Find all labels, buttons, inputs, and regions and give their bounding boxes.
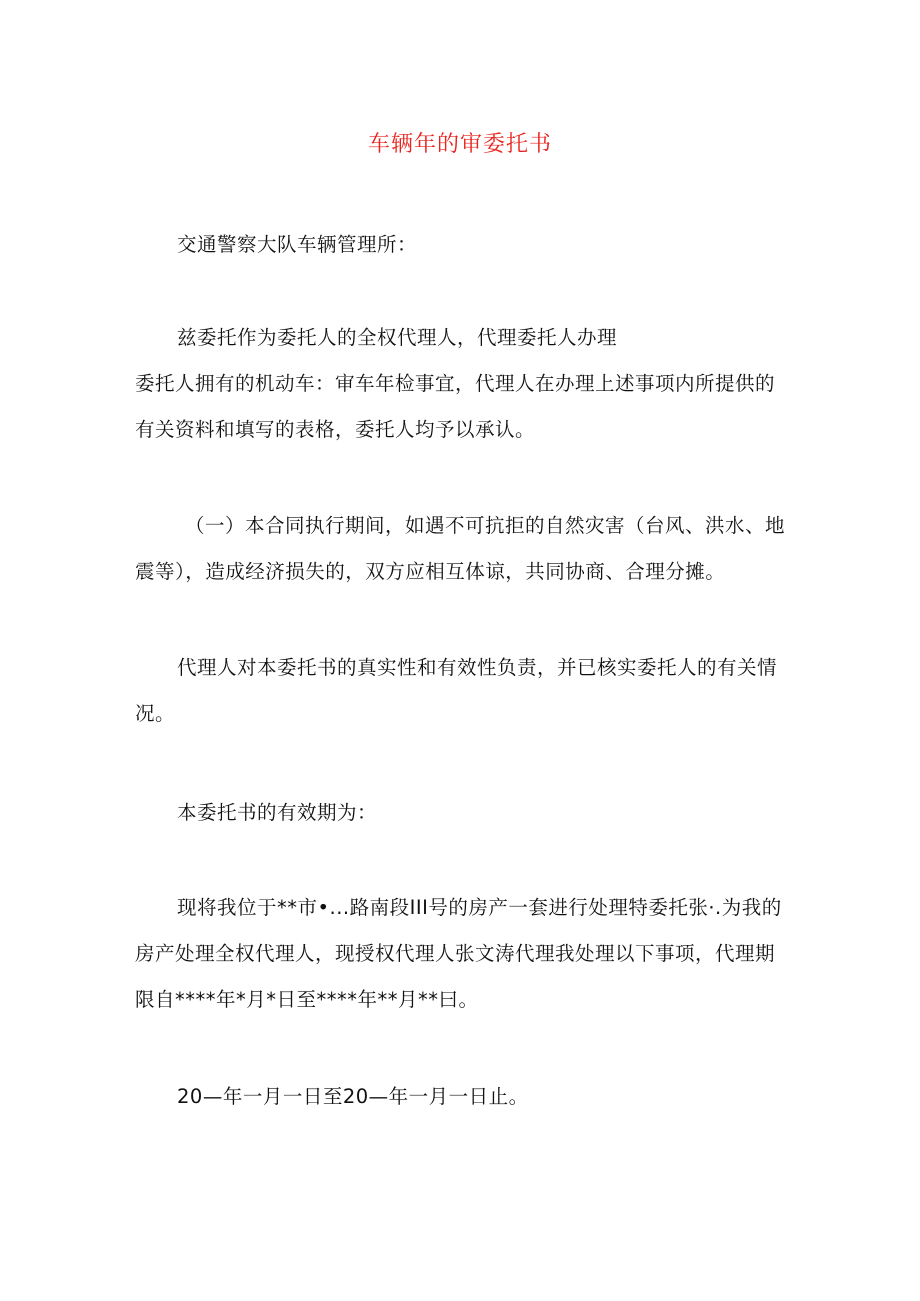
period-paragraph bbox=[135, 1074, 795, 1120]
entrust-line-1: 兹委托作为委托人的全权代理人，代理委托人办理 bbox=[177, 326, 618, 349]
period-line: 20—年一月一日至20—年一月一日止。 bbox=[177, 1085, 529, 1108]
responsibility-line-1: 代理人对本委托书的真实性和有效性负责，并已核实委托人的有关情 bbox=[177, 656, 778, 679]
addressee-paragraph bbox=[135, 222, 795, 268]
responsibility-line-2: 况。 bbox=[135, 702, 176, 725]
entrust-paragraph bbox=[135, 315, 795, 453]
property-line-2: 房产处理全权代理人，现授权代理人张文涛代理我处理以下事项，代理期 bbox=[135, 942, 776, 965]
entrust-line-3: 有关资料和填写的表格，委托人均予以承认。 bbox=[135, 418, 536, 441]
property-line-3: 限自****年*月*日至****年**月**曰。 bbox=[135, 988, 479, 1011]
force-majeure-line-2: 震等），造成经济损失的，双方应相互体谅，共同协商、合理分摊。 bbox=[135, 560, 726, 583]
property-paragraph bbox=[135, 885, 795, 1023]
force-majeure-line-1: （一）本合同执行期间，如遇不可抗拒的自然灾害（台风、洪水、地 bbox=[185, 514, 786, 537]
responsibility-paragraph bbox=[135, 645, 795, 737]
validity-heading-line: 本委托书的有效期为： bbox=[177, 801, 378, 824]
force-majeure-paragraph bbox=[135, 503, 795, 595]
document-title: 车辆年的审委托书 bbox=[367, 132, 552, 157]
property-line-1: 现将我位于**市•...路南段III号的房产一套进行处理特委托张·.为我的 bbox=[177, 896, 782, 919]
entrust-line-2: 委托人拥有的机动车：审车年检事宜，代理人在办理上述事项内所提供的 bbox=[135, 372, 776, 395]
addressee-line: 交通警察大队车辆管理所： bbox=[177, 233, 418, 256]
validity-heading-paragraph bbox=[135, 790, 795, 836]
